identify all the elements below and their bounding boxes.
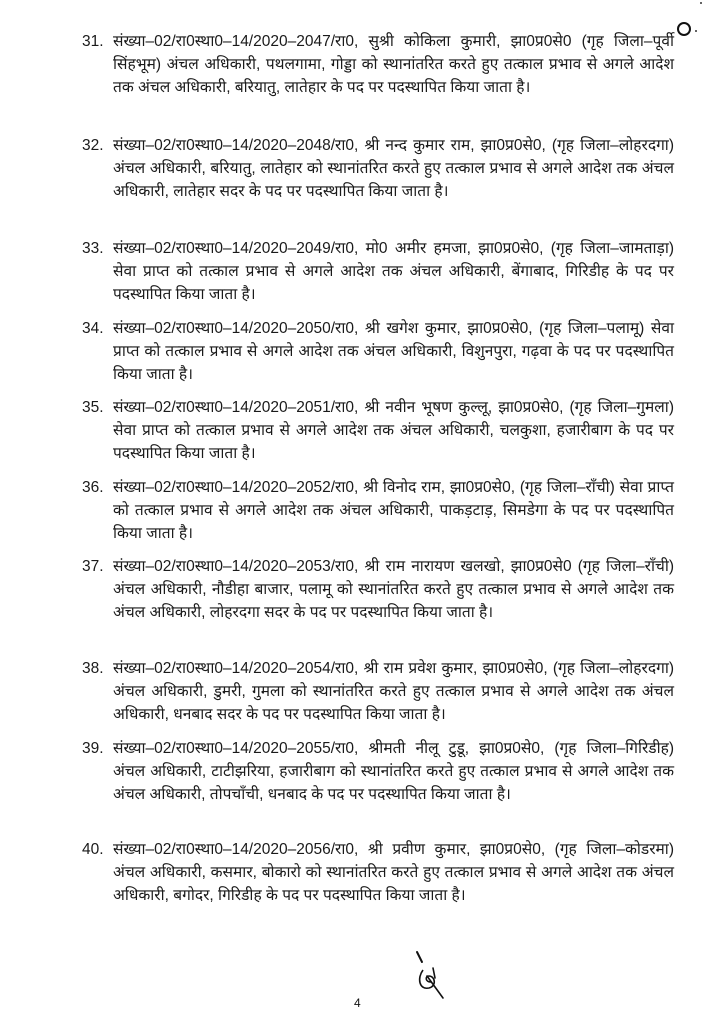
order-item-36 — [82, 476, 674, 545]
speck-mark — [700, 2, 702, 4]
item-number: 31. — [82, 33, 104, 50]
order-item-39 — [82, 737, 674, 806]
item-text: संख्या–02/रा0स्था0–14/2020–2056/रा0, श्री प्रवीण कुमार, झा0प्र0से0, (गृह जिला–कोडरमा) अंचल अधिकारी, कसमार, बोकारो को स्थानांतरित करते हुए तत्काल प्रभाव से अगले आदेश तक अंचल अधिकारी, बगोदर, गिरिडीह के पद पर पदस्थापित किया जाता है। — [113, 841, 674, 904]
signature-initials — [405, 948, 455, 1008]
item-text: संख्या–02/रा0स्था0–14/2020–2048/रा0, श्री नन्द कुमार राम, झा0प्र0से0, (गृह जिला–लोहरदगा) अंचल अधिकारी, बरियातु, लातेहार को स्थानांतरित करते हुए तत्काल प्रभाव से अगले आदेश तक अंचल अधिकारी, लातेहार सदर के पद पर पदस्थापित किया जाता है। — [113, 137, 674, 200]
order-item-38 — [82, 657, 674, 726]
order-item-37 — [82, 555, 674, 624]
item-number: 32. — [82, 137, 104, 154]
item-number: 36. — [82, 479, 104, 496]
item-number: 38. — [82, 660, 104, 677]
item-text: संख्या–02/रा0स्था0–14/2020–2055/रा0, श्रीमती नीलू टुडू, झा0प्र0से0, (गृह जिला–गिरिडीह) अंचल अधिकारी, टाटीझरिया, हजारीबाग को स्थानांतरित करते हुए तत्काल प्रभाव से अगले आदेश तक अंचल अधिकारी, तोपचाँची, धनबाद के पद पर पदस्थापित किया जाता है। — [113, 740, 674, 803]
order-item-33 — [82, 237, 674, 306]
item-text: संख्या–02/रा0स्था0–14/2020–2050/रा0, श्री खगेश कुमार, झा0प्र0से0, (गृह जिला–पलामू) सेवा प्राप्त को तत्काल प्रभाव से अगले आदेश तक अंचल अधिकारी, विशुनपुरा, गढ़वा के पद पर पदस्थापित किया जाता है। — [113, 320, 674, 383]
order-item-40 — [82, 838, 674, 907]
item-text: संख्या–02/रा0स्था0–14/2020–2052/रा0, श्री विनोद राम, झा0प्र0से0, (गृह जिला–राँची) सेवा प्राप्त को तत्काल प्रभाव से अगले आदेश तक अंचल अधिकारी, पाकड़टाड़, सिमडेगा के पद पर पदस्थापित किया जाता है। — [113, 479, 674, 542]
page-number: 4 — [354, 996, 361, 1010]
punch-hole-mark — [677, 22, 691, 36]
item-text: संख्या–02/रा0स्था0–14/2020–2053/रा0, श्री राम नारायण खलखो, झा0प्र0से0 (गृह जिला–राँची) अंचल अधिकारी, नौडीहा बाजार, पलामू को स्थानांतरित करते हुए तत्काल प्रभाव से अगले आदेश तक अंचल अधिकारी, लोहरदगा सदर के पद पर पदस्थापित किया जाता है। — [113, 558, 674, 621]
item-number: 34. — [82, 320, 104, 337]
order-item-32 — [82, 134, 674, 203]
speck-mark — [695, 30, 697, 32]
item-number: 33. — [82, 240, 104, 257]
order-item-35 — [82, 396, 674, 465]
order-item-34 — [82, 317, 674, 386]
item-text: संख्या–02/रा0स्था0–14/2020–2051/रा0, श्री नवीन भूषण कुल्लू, झा0प्र0से0, (गृह जिला–गुमला) सेवा प्राप्त को तत्काल प्रभाव से अगले आदेश तक अंचल अधिकारी, चलकुशा, हजारीबाग के पद पर पदस्थापित किया जाता है। — [113, 399, 674, 462]
item-number: 40. — [82, 841, 104, 858]
item-number: 37. — [82, 558, 104, 575]
item-text: संख्या–02/रा0स्था0–14/2020–2054/रा0, श्री राम प्रवेश कुमार, झा0प्र0से0, (गृह जिला–लोहरदगा) अंचल अधिकारी, डुमरी, गुमला को स्थानांतरित करते हुए तत्काल प्रभाव से अगले आदेश तक अंचल अधिकारी, धनबाद सदर के पद पर पदस्थापित किया जाता है। — [113, 660, 674, 723]
item-number: 39. — [82, 740, 104, 757]
item-text: संख्या–02/रा0स्था0–14/2020–2049/रा0, मो0 अमीर हमजा, झा0प्र0से0, (गृह जिला–जामताड़ा) सेवा प्राप्त को तत्काल प्रभाव से अगले आदेश तक अंचल अधिकारी, बेंगाबाद, गिरिडीह के पद पर पदस्थापित किया जाता है। — [113, 240, 674, 303]
item-number: 35. — [82, 399, 104, 416]
order-item-31 — [82, 30, 674, 99]
item-text: संख्या–02/रा0स्था0–14/2020–2047/रा0, सुश्री कोकिला कुमारी, झा0प्र0से0 (गृह जिला–पूर्वी सिंहभूम) अंचल अधिकारी, पथलगामा, गोड्डा को स्थानांतरित करते हुए तत्काल प्रभाव से अगले आदेश तक अंचल अधिकारी, बरियातु, लातेहार के पद पर पदस्थापित किया जाता है। — [113, 33, 674, 96]
